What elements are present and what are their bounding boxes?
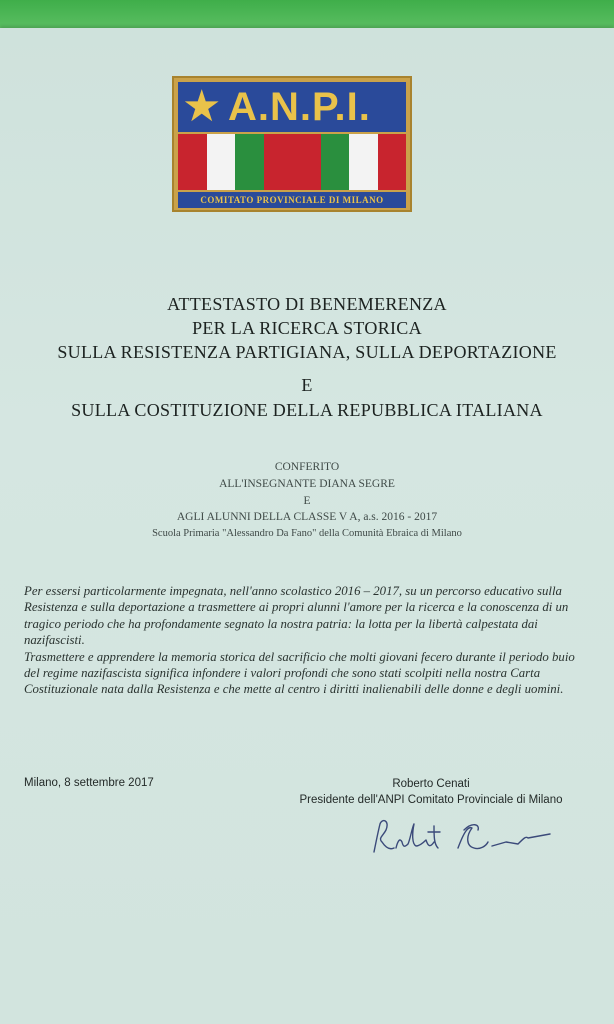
signer-role: Presidente dell'ANPI Comitato Provinciale di Milano <box>299 794 563 806</box>
place-and-date: Milano, 8 settembre 2017 <box>24 777 154 789</box>
school-name: Scuola Primaria "Alessandro Da Fano" della Comunità Ebraica di Milano <box>152 528 462 539</box>
background-band <box>0 0 614 30</box>
title-line-4: E <box>301 375 313 395</box>
logo-subtitle: COMITATO PROVINCIALE DI MILANO <box>178 192 406 208</box>
title-line-5: SULLA COSTITUZIONE DELLA REPUBBLICA ITALIANA <box>71 400 543 420</box>
signer-name: Roberto Cenati <box>392 778 470 790</box>
title-line-1: ATTESTASTO DI BENEMERENZA <box>167 294 447 314</box>
italian-flag-stripes <box>178 134 406 190</box>
body-paragraph-2: Trasmettere e apprendere la memoria storica del sacrificio che molti giovani fecero durante il periodo buio del regime nazifascista significa infondere i valori profondi che sono stati scolpiti nella nostra Carta Costituzionale nata dalla Resistenza e che mette al centro i diritti inalienabili delle donne e degli uomini. <box>24 649 575 697</box>
star-icon: ★ <box>182 82 222 131</box>
recipient-line-4: AGLI ALUNNI DELLA CLASSE V A, a.s. 2016 - 2017 <box>176 511 438 523</box>
logo-header <box>178 82 406 132</box>
recipient-line-3: E <box>303 495 311 507</box>
logo-acronym: A.N.P.I. <box>228 85 371 129</box>
anpi-logo <box>172 76 412 212</box>
title-line-3: SULLA RESISTENZA PARTIGIANA, SULLA DEPORTAZIONE <box>57 342 557 362</box>
body-paragraph-1: Per essersi particolarmente impegnata, nell'anno scolastico 2016 – 2017, su un percorso educativo sulla Resistenza e sulla deportazione a trasmettere ai propri alunni l'amore per la ricerca e la conoscenza di un tragico periodo che ha profondamente segnato la nostra patria: la lotta per la libertà calpestata dai nazifascisti. <box>24 584 569 648</box>
title-line-2: PER LA RICERCA STORICA <box>192 318 422 338</box>
recipient-line-2: ALL'INSEGNANTE DIANA SEGRE <box>219 478 395 490</box>
handwritten-signature <box>368 812 558 862</box>
recipient-line-1: CONFERITO <box>274 461 340 473</box>
certificate-body <box>24 583 584 698</box>
signer-block <box>296 776 566 808</box>
